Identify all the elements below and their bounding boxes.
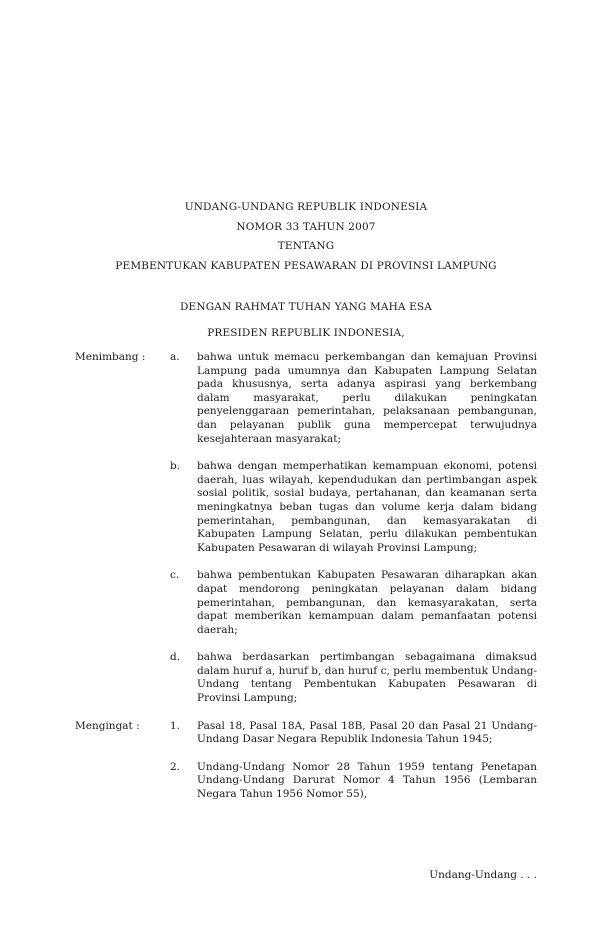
title-line-act-name: UNDANG-UNDANG REPUBLIK INDONESIA xyxy=(184,201,428,213)
clause-row xyxy=(75,761,537,802)
clause-marker: 2. xyxy=(170,760,181,773)
subheading-invocation: DENGAN RAHMAT TUHAN YANG MAHA ESA xyxy=(179,301,433,313)
clause-row xyxy=(75,569,537,637)
clause-text: bahwa untuk memacu perkembangan dan kemajuan Provinsi Lampung pada umumnya dan Kabupaten Lampung Selatan pada khususnya, serta adanya aspirasi yang berkembang dalam masyarakat, perlu dilakukan peningkatan penyelenggaraan pemerintahan, pelaksanaan pembangunan, dan pelayanan publik guna mempercepat terwujudnya kesejahteraan masyarakat; xyxy=(197,351,537,445)
title-line-tentang: TENTANG xyxy=(277,240,335,252)
section-label-menimbang: Menimbang : xyxy=(75,351,146,363)
clause-row xyxy=(75,720,537,747)
clause-marker: a. xyxy=(170,351,180,363)
clauses-container xyxy=(75,351,537,802)
clause-text: Undang-Undang Nomor 28 Tahun 1959 tentang Penetapan Undang-Undang Darurat Nomor 4 Tahun 1956 (Lembaran Negara Tahun 1956 Nomor 55), xyxy=(197,760,537,801)
document-subheading-block xyxy=(0,294,612,346)
clause-marker: 1. xyxy=(170,719,181,732)
clause-row xyxy=(75,651,537,705)
clause-row xyxy=(75,460,537,555)
clause-marker: c. xyxy=(170,569,180,582)
clause-row xyxy=(75,351,537,446)
title-line-number: NOMOR 33 TAHUN 2007 xyxy=(236,220,376,233)
footer-catchword: Undang-Undang . . . xyxy=(429,869,537,881)
title-line-subject: PEMBENTUKAN KABUPATEN PESAWARAN DI PROVINSI LAMPUNG xyxy=(115,259,497,272)
section-label-mengingat: Mengingat : xyxy=(75,719,140,732)
clause-text: bahwa dengan memperhatikan kemampuan ekonomi, potensi daerah, luas wilayah, kependudukan dan pertimbangan aspek sosial politik, sosial budaya, pertahanan, dan keamanan serta meningkatnya beban tugas dan volume kerja dalam bidang pemerintahan, pembangunan, dan kemasyarakatan di Kabupaten Lampung Selatan, perlu dilakukan pembentukan Kabupaten Pesawaran di wilayah Provinsi Lampung; xyxy=(197,460,537,554)
subheading-president: PRESIDEN REPUBLIK INDONESIA, xyxy=(207,327,405,339)
clause-text: bahwa berdasarkan pertimbangan sebagaimana dimaksud dalam huruf a, huruf b, dan huruf c, perlu membentuk Undang-Undang tentang Pembentukan Kabupaten Pesawaran di Provinsi Lampung; xyxy=(197,651,537,705)
clause-marker: b. xyxy=(170,460,181,473)
clause-text: Pasal 18, Pasal 18A, Pasal 18B, Pasal 20 dan Pasal 21 Undang-Undang Dasar Negara Republik Indonesia Tahun 1945; xyxy=(197,719,537,746)
document-title-block xyxy=(0,198,612,276)
clause-text: bahwa pembentukan Kabupaten Pesawaran diharapkan akan dapat mendorong peningkatan pelayanan dalam bidang pemerintahan, pembangunan, dan kemasyarakatan, serta dapat memberikan kemampuan dalam pemanfaatan potensi daerah; xyxy=(197,569,537,636)
clause-marker: d. xyxy=(170,651,181,664)
